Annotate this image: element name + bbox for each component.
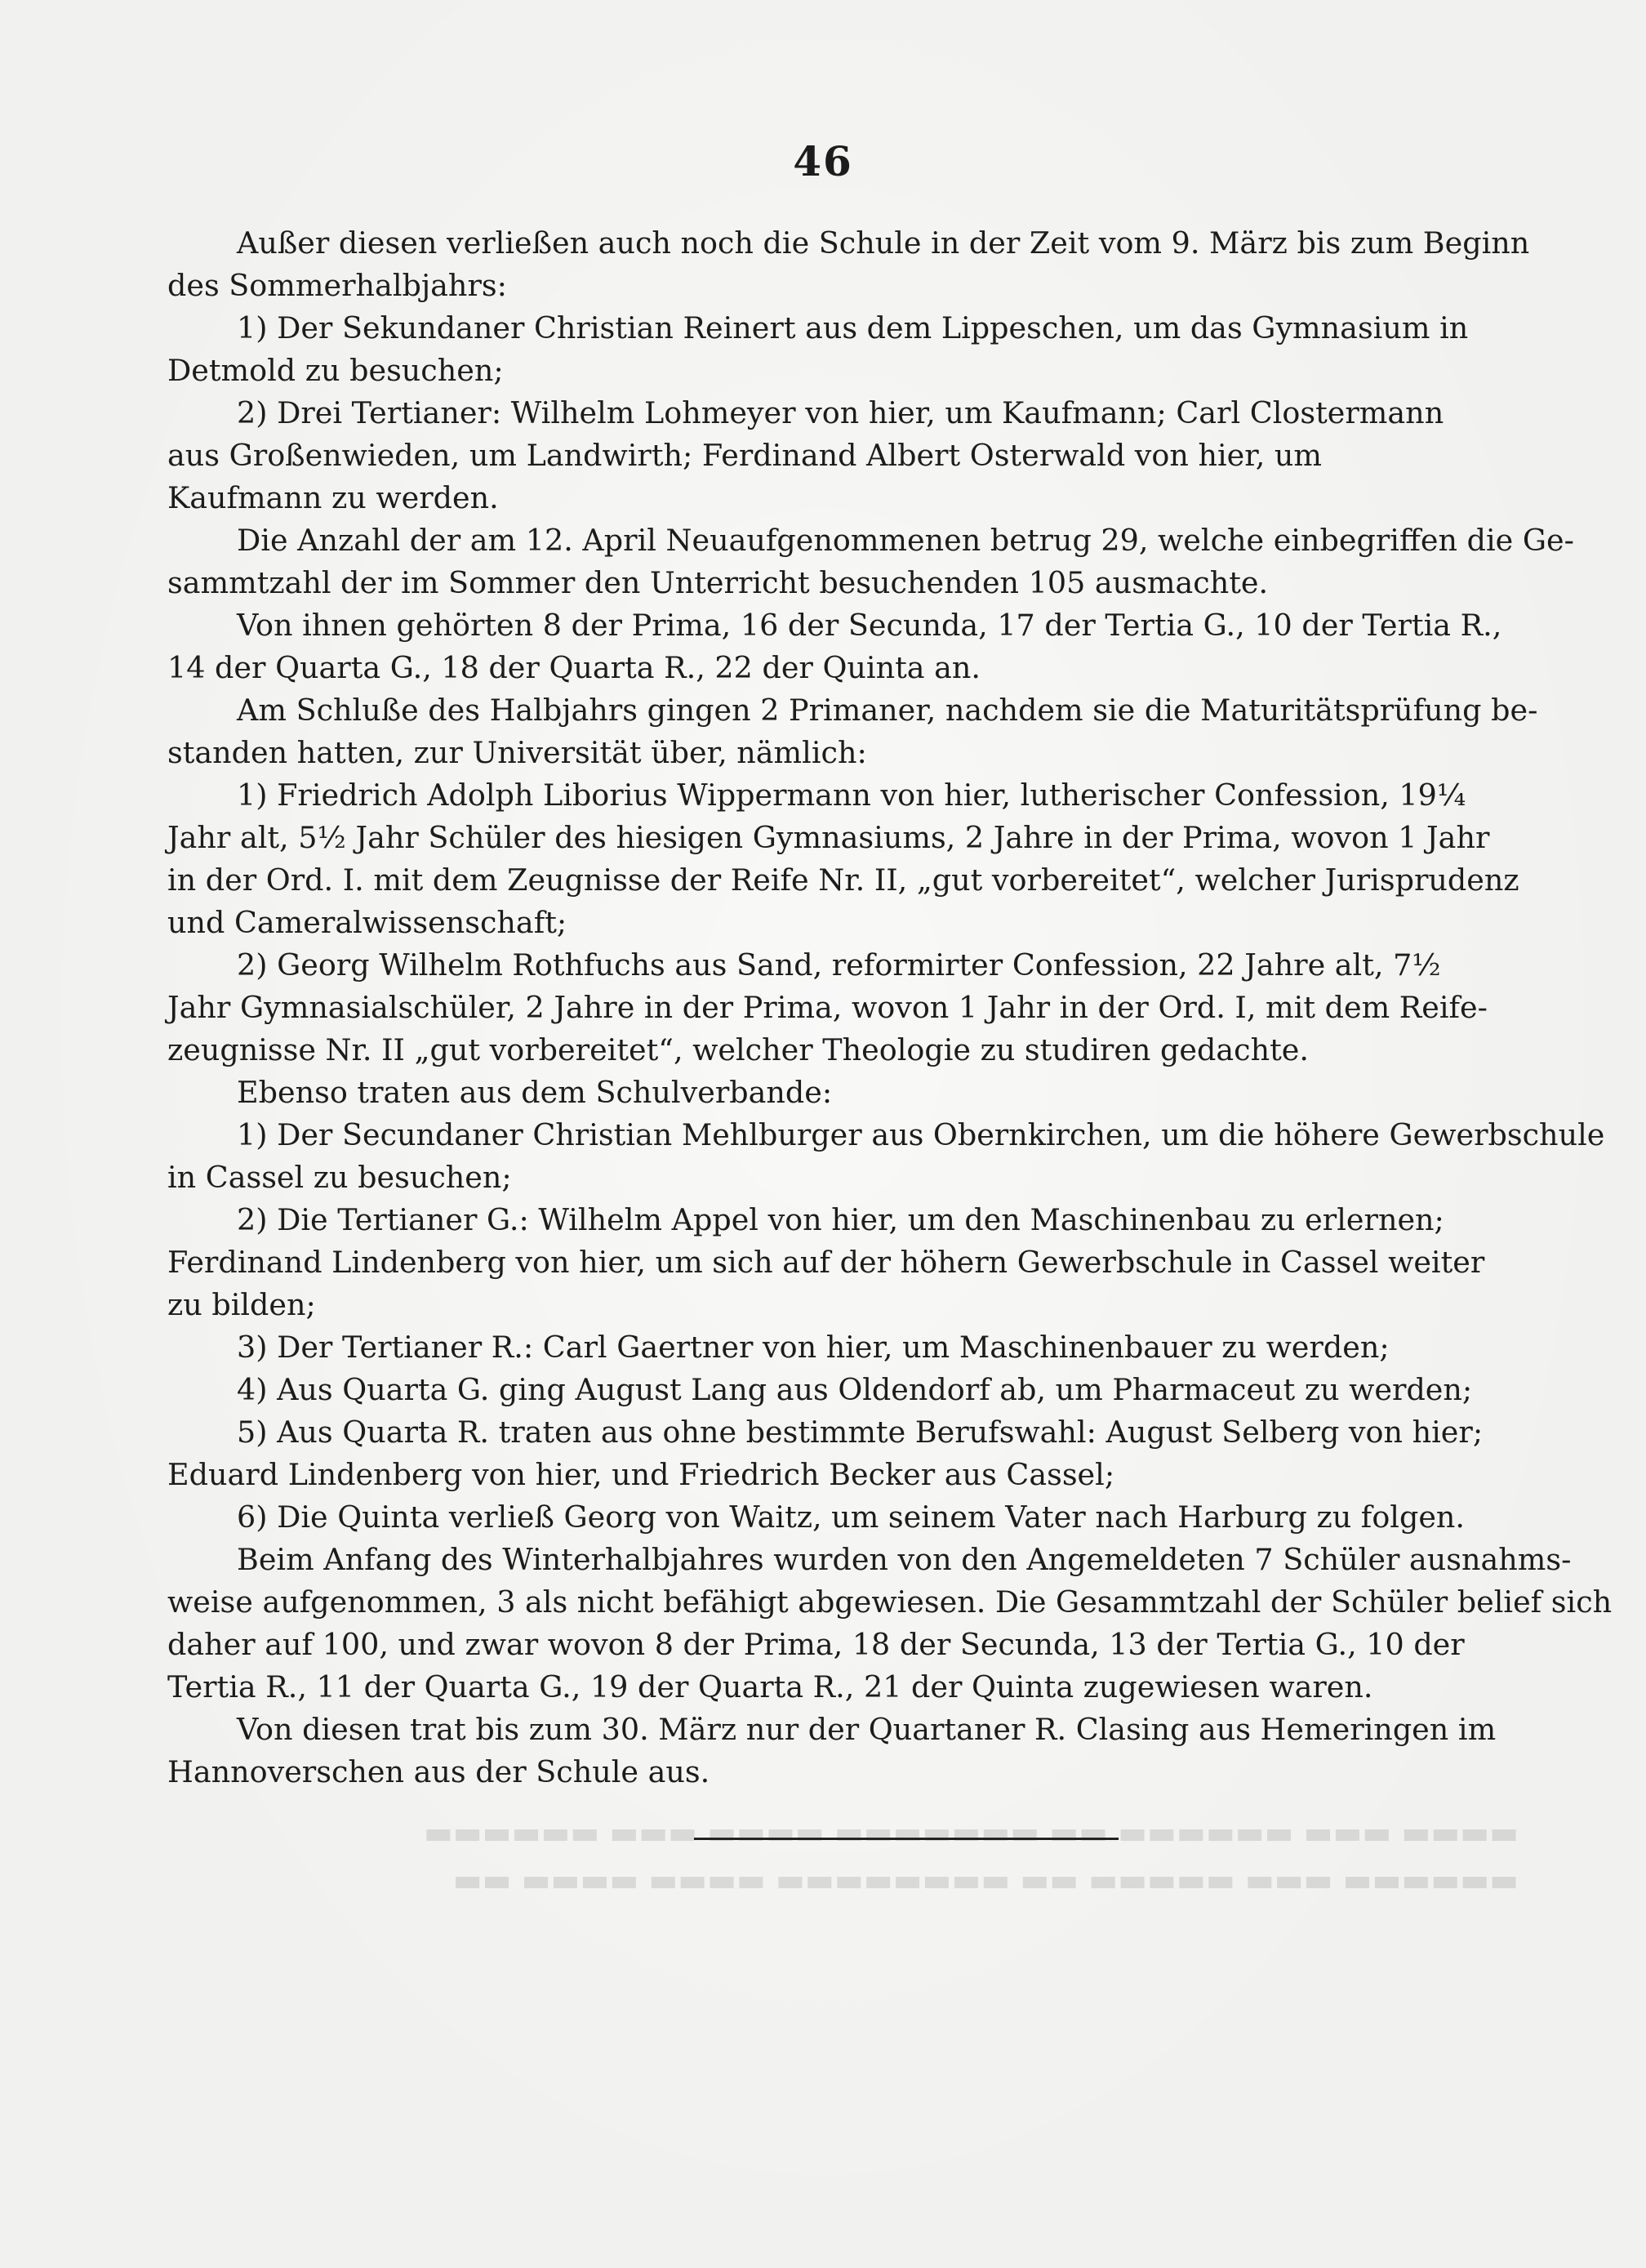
- text-line: Kaufmann zu werden.: [167, 480, 499, 515]
- text-line: Die Anzahl der am 12. April Neuaufgenommenen betrug 29, welche einbegriffen die Ge-: [237, 523, 1574, 558]
- bleed-through-shadow: ▬▬▬▬ ▬▬▬ ▬▬▬▬▬▬ ▬▬ ▬▬▬▬▬▬▬ ▬▬▬▬ ▬▬▬ ▬▬▬▬▬▬ ▬▬▬▬▬▬ ▬▬▬ ▬▬▬▬▬ ▬▬ ▬▬▬▬▬▬▬▬ ▬▬▬▬ ▬▬▬▬ ▬▬: [423, 1815, 1519, 1898]
- text-line: in der Ord. I. mit dem Zeugnisse der Reife Nr. II, „gut vorbereitet“, welcher Jurisprudenz: [167, 862, 1519, 898]
- text-line: Ebenso traten aus dem Schulverbande:: [237, 1075, 833, 1110]
- text-line: 2) Drei Tertianer: Wilhelm Lohmeyer von hier, um Kaufmann; Carl Clostermann: [237, 395, 1444, 430]
- text-line: daher auf 100, und zwar wovon 8 der Prima, 18 der Secunda, 13 der Tertia G., 10 der: [167, 1627, 1465, 1662]
- text-line: in Cassel zu besuchen;: [167, 1160, 512, 1195]
- text-line: weise aufgenommen, 3 als nicht befähigt abgewiesen. Die Gesammtzahl der Schüler belief sich: [167, 1584, 1613, 1620]
- text-line: Jahr Gymnasialschüler, 2 Jahre in der Prima, wovon 1 Jahr in der Ord. I, mit dem Reife-: [167, 990, 1488, 1025]
- text-line: und Cameralwissenschaft;: [167, 905, 567, 940]
- text-line: Am Schluße des Halbjahrs gingen 2 Primaner, nachdem sie die Maturitätsprüfung be-: [237, 693, 1538, 728]
- text-line: 6) Die Quinta verließ Georg von Waitz, um seinem Vater nach Harburg zu folgen.: [237, 1499, 1466, 1535]
- text-line: 2) Die Tertianer G.: Wilhelm Appel von hier, um den Maschinenbau zu erlernen;: [237, 1202, 1444, 1237]
- text-line: 3) Der Tertianer R.: Carl Gaertner von hier, um Maschinenbauer zu werden;: [237, 1330, 1390, 1365]
- text-line: zu bilden;: [167, 1287, 316, 1322]
- text-line: aus Großenwieden, um Landwirth; Ferdinand Albert Osterwald von hier, um: [167, 438, 1323, 473]
- text-line: standen hatten, zur Universität über, nämlich:: [167, 735, 867, 770]
- text-line: 2) Georg Wilhelm Rothfuchs aus Sand, reformirter Confession, 22 Jahre alt, 7½: [237, 947, 1441, 983]
- text-line: Hannoverschen aus der Schule aus.: [167, 1754, 710, 1789]
- text-line: Detmold zu besuchen;: [167, 353, 504, 388]
- text-line: Von diesen trat bis zum 30. März nur der Quartaner R. Clasing aus Hemeringen im: [237, 1712, 1497, 1747]
- text-line: 14 der Quarta G., 18 der Quarta R., 22 der Quinta an.: [167, 650, 981, 685]
- text-line: 4) Aus Quarta G. ging August Lang aus Oldendorf ab, um Pharmaceut zu werden;: [237, 1372, 1473, 1407]
- text-line: Ferdinand Lindenberg von hier, um sich auf der höhern Gewerbschule in Cassel weiter: [167, 1245, 1485, 1280]
- text-line: sammtzahl der im Sommer den Unterricht besuchenden 105 ausmachte.: [167, 565, 1269, 600]
- text-line: 1) Der Secundaner Christian Mehlburger aus Obernkirchen, um die höhere Gewerbschule: [237, 1117, 1605, 1152]
- text-line: Tertia R., 11 der Quarta G., 19 der Quarta R., 21 der Quinta zugewiesen waren.: [167, 1669, 1373, 1704]
- text-line: 1) Der Sekundaner Christian Reinert aus dem Lippeschen, um das Gymnasium in: [237, 310, 1469, 345]
- text-line: Beim Anfang des Winterhalbjahres wurden von den Angemeldeten 7 Schüler ausnahms-: [237, 1542, 1572, 1577]
- text-line: Eduard Lindenberg von hier, und Friedrich Becker aus Cassel;: [167, 1457, 1115, 1492]
- text-line: Jahr alt, 5½ Jahr Schüler des hiesigen Gymnasiums, 2 Jahre in der Prima, wovon 1 Jahr: [167, 820, 1490, 855]
- page-number: 46: [793, 137, 853, 185]
- text-line: 1) Friedrich Adolph Liborius Wippermann von hier, lutherischer Confession, 19¼: [237, 778, 1466, 813]
- text-line: 5) Aus Quarta R. traten aus ohne bestimmte Berufswahl: August Selberg von hier;: [237, 1415, 1484, 1450]
- text-line: des Sommerhalbjahrs:: [167, 268, 507, 303]
- body-text: [167, 222, 1613, 1793]
- text-line: zeugnisse Nr. II „gut vorbereitet“, welcher Theologie zu studiren gedachte.: [167, 1032, 1309, 1067]
- text-line: Außer diesen verließen auch noch die Schule in der Zeit vom 9. März bis zum Beginn: [237, 225, 1530, 261]
- text-line: Von ihnen gehörten 8 der Prima, 16 der Secunda, 17 der Tertia G., 10 der Tertia R.,: [237, 608, 1502, 643]
- closing-rule: [694, 1838, 1119, 1840]
